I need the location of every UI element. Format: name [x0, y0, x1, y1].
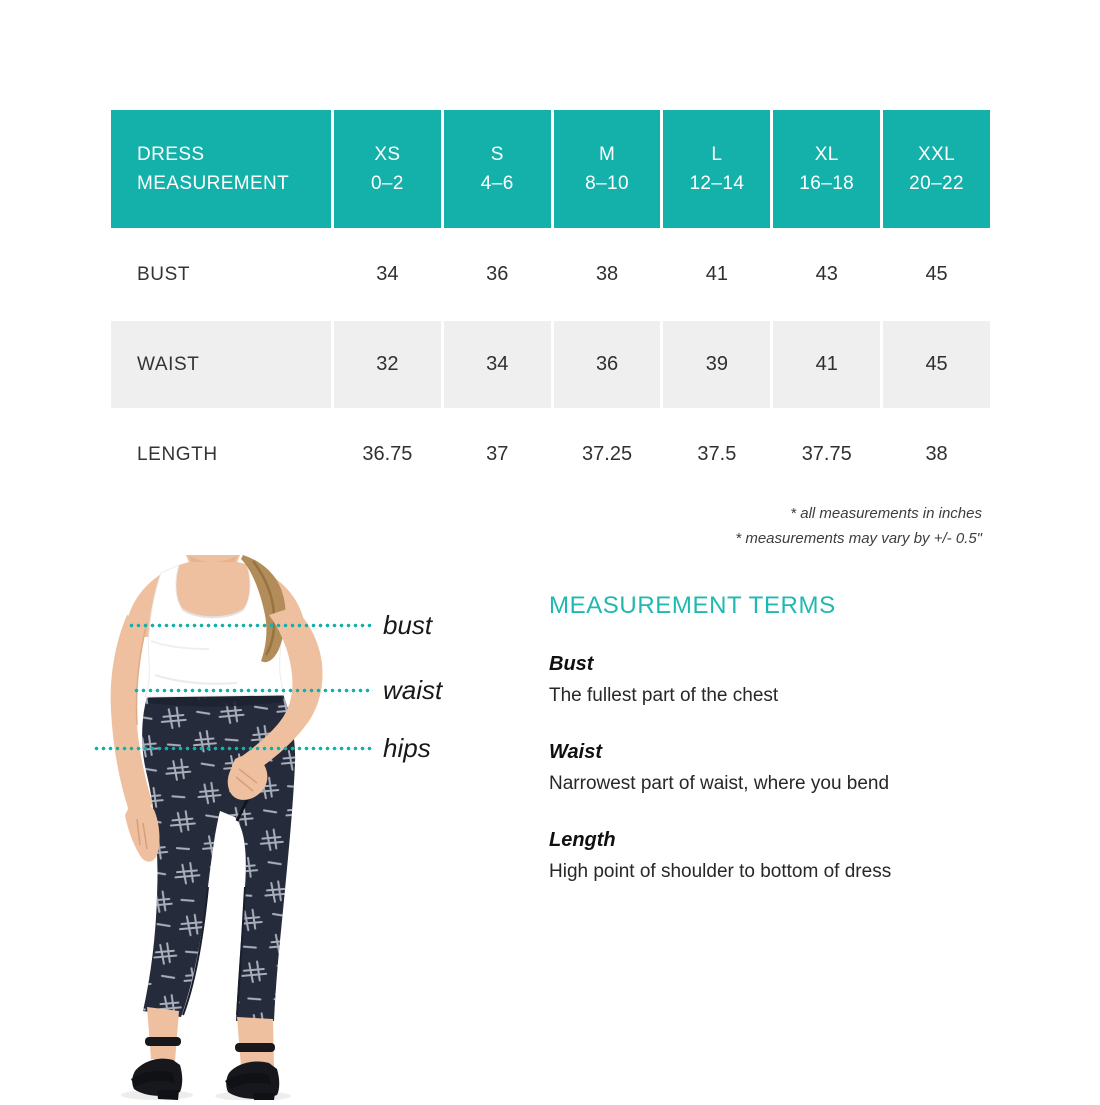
cell-waist-l: 39: [663, 321, 770, 408]
size-range: 4–6: [480, 173, 514, 194]
cell-bust-s: 36: [444, 231, 551, 318]
cell-length-xl: 37.75: [773, 411, 880, 498]
cell-length-s: 37: [444, 411, 551, 498]
footnote-variance: * measurements may vary by +/- 0.5": [735, 530, 982, 547]
bust-line-label: bust: [383, 610, 433, 640]
size-code: XXL: [918, 144, 956, 165]
header-row: [111, 110, 990, 228]
bust-dotted-line: [128, 623, 373, 628]
size-code: XS: [374, 144, 401, 165]
footnote-units: * all measurements in inches: [790, 505, 982, 522]
column-header-s: [444, 110, 551, 228]
measurement-terms-section: [549, 592, 1029, 884]
cell-bust-xl: 43: [773, 231, 880, 318]
term-definition: The fullest part of the chest: [549, 685, 779, 706]
term-length: [549, 829, 1029, 884]
row-label: LENGTH: [111, 411, 331, 498]
row-label: BUST: [111, 231, 331, 318]
size-code: S: [490, 144, 504, 165]
column-header-xxl: [883, 110, 990, 228]
cell-waist-xl: 41: [773, 321, 880, 408]
column-header-xs: [334, 110, 441, 228]
size-range: 12–14: [689, 173, 745, 194]
size-code: M: [598, 144, 616, 165]
row-label: WAIST: [111, 321, 331, 408]
table-title-line2: MEASUREMENT: [137, 173, 290, 194]
waist-dotted-line: [133, 688, 373, 693]
table-title-cell: [111, 110, 331, 228]
cell-bust-xs: 34: [334, 231, 441, 318]
term-name: Bust: [549, 653, 594, 675]
cell-length-xs: 36.75: [334, 411, 441, 498]
table-title-line1: DRESS: [137, 144, 205, 165]
table-row-bust: [111, 231, 990, 318]
size-range: 0–2: [370, 173, 404, 194]
term-definition: Narrowest part of waist, where you bend: [549, 773, 890, 794]
cell-bust-xxl: 45: [883, 231, 990, 318]
cell-waist-xs: 32: [334, 321, 441, 408]
cell-waist-xxl: 45: [883, 321, 990, 408]
column-header-m: [554, 110, 661, 228]
table-row-length: [111, 411, 990, 498]
cell-length-m: 37.25: [554, 411, 661, 498]
model-illustration: [85, 555, 345, 1100]
term-waist: [549, 741, 1029, 796]
cell-length-xxl: 38: [883, 411, 990, 498]
cell-bust-m: 38: [554, 231, 661, 318]
column-header-l: [663, 110, 770, 228]
hips-line-label: hips: [383, 733, 431, 763]
size-chart-header: [111, 110, 990, 228]
table-row-waist: [111, 321, 990, 408]
waist-line-label: waist: [383, 675, 443, 705]
size-range: 16–18: [799, 173, 855, 194]
term-bust: [549, 653, 1029, 708]
terms-heading: MEASUREMENT TERMS: [549, 592, 836, 619]
term-definition: High point of shoulder to bottom of dress: [549, 861, 892, 882]
term-name: Length: [549, 829, 616, 851]
cell-bust-l: 41: [663, 231, 770, 318]
size-range: 8–10: [585, 173, 629, 194]
size-chart-table: [108, 107, 993, 501]
term-name: Waist: [549, 741, 602, 763]
column-header-xl: [773, 110, 880, 228]
size-code: XL: [814, 144, 839, 165]
cell-waist-s: 34: [444, 321, 551, 408]
size-range: 20–22: [909, 173, 964, 194]
cell-length-l: 37.5: [663, 411, 770, 498]
size-code: L: [711, 144, 723, 165]
hips-dotted-line: [93, 746, 373, 751]
model-figure: [85, 555, 345, 1100]
cell-waist-m: 36: [554, 321, 661, 408]
table-footnotes: [735, 501, 982, 551]
